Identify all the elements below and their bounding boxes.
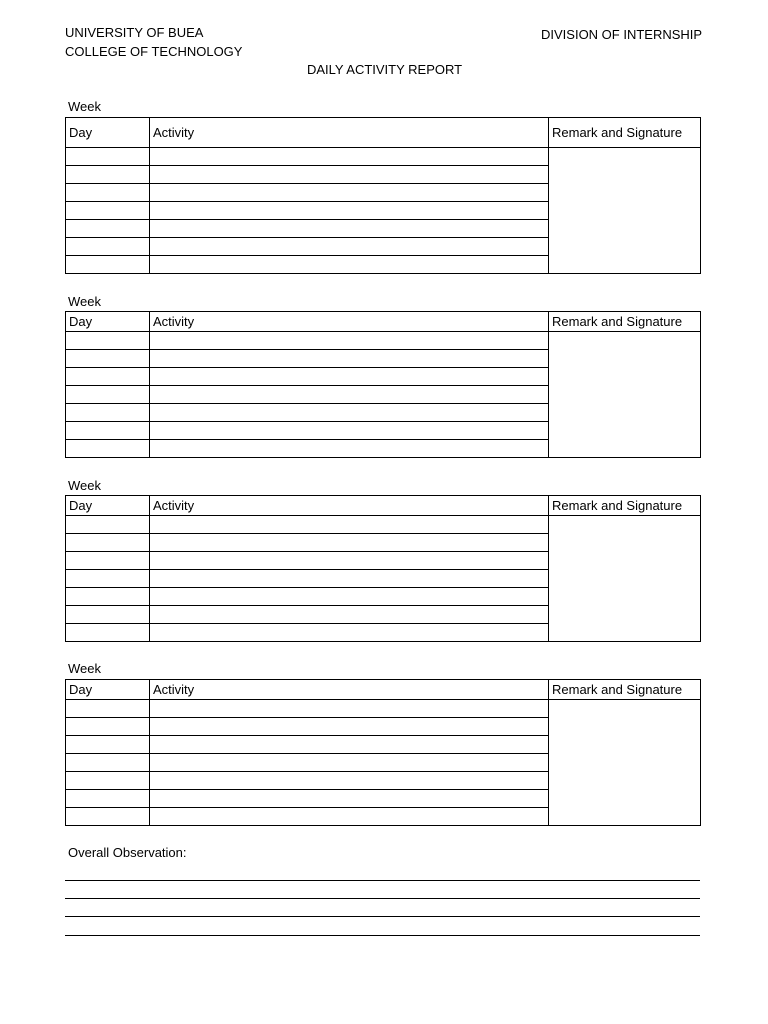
remark-column-header: Remark and Signature [549, 496, 701, 516]
day-cell[interactable] [66, 718, 150, 736]
activity-cell[interactable] [150, 332, 549, 350]
day-cell[interactable] [66, 772, 150, 790]
day-column-header: Day [66, 312, 150, 332]
activity-cell[interactable] [150, 440, 549, 458]
activity-column-header: Activity [150, 680, 549, 700]
activity-column-header: Activity [150, 312, 549, 332]
activity-cell[interactable] [150, 588, 549, 606]
activity-cell[interactable] [150, 220, 549, 238]
activity-cell[interactable] [150, 256, 549, 274]
day-column-header: Day [66, 118, 150, 148]
activity-cell[interactable] [150, 350, 549, 368]
day-cell[interactable] [66, 220, 150, 238]
activity-cell[interactable] [150, 700, 549, 718]
day-column-header: Day [66, 680, 150, 700]
college-name: COLLEGE OF TECHNOLOGY [65, 44, 243, 59]
activity-cell[interactable] [150, 624, 549, 642]
day-cell[interactable] [66, 588, 150, 606]
activity-cell[interactable] [150, 772, 549, 790]
activity-cell[interactable] [150, 202, 549, 220]
day-cell[interactable] [66, 440, 150, 458]
day-cell[interactable] [66, 238, 150, 256]
day-cell[interactable] [66, 386, 150, 404]
table-header-row [66, 680, 701, 700]
day-cell[interactable] [66, 516, 150, 534]
activity-table [65, 679, 701, 826]
observation-line[interactable] [65, 880, 700, 881]
activity-cell[interactable] [150, 184, 549, 202]
activity-cell[interactable] [150, 386, 549, 404]
activity-cell[interactable] [150, 238, 549, 256]
day-cell[interactable] [66, 552, 150, 570]
remark-signature-cell[interactable] [549, 148, 701, 274]
day-cell[interactable] [66, 624, 150, 642]
table-row [66, 700, 701, 718]
day-cell[interactable] [66, 606, 150, 624]
activity-cell[interactable] [150, 148, 549, 166]
table-header-row [66, 496, 701, 516]
day-cell[interactable] [66, 422, 150, 440]
day-cell[interactable] [66, 404, 150, 422]
table-row [66, 516, 701, 534]
activity-cell[interactable] [150, 718, 549, 736]
activity-cell[interactable] [150, 404, 549, 422]
report-title: DAILY ACTIVITY REPORT [307, 62, 463, 77]
activity-cell[interactable] [150, 736, 549, 754]
day-cell[interactable] [66, 700, 150, 718]
activity-cell[interactable] [150, 570, 549, 588]
activity-cell[interactable] [150, 606, 549, 624]
week-label: Week [68, 661, 101, 676]
remark-column-header: Remark and Signature [549, 118, 701, 148]
remark-column-header: Remark and Signature [549, 312, 701, 332]
overall-observation-label: Overall Observation: [68, 845, 187, 860]
activity-cell[interactable] [150, 422, 549, 440]
activity-column-header: Activity [150, 118, 549, 148]
day-cell[interactable] [66, 534, 150, 552]
observation-line[interactable] [65, 898, 700, 899]
activity-cell[interactable] [150, 552, 549, 570]
day-cell[interactable] [66, 350, 150, 368]
activity-cell[interactable] [150, 808, 549, 826]
day-cell[interactable] [66, 184, 150, 202]
table-row [66, 148, 701, 166]
activity-cell[interactable] [150, 368, 549, 386]
day-cell[interactable] [66, 332, 150, 350]
remark-signature-cell[interactable] [549, 332, 701, 458]
table-header-row [66, 118, 701, 148]
activity-table [65, 117, 701, 274]
day-cell[interactable] [66, 368, 150, 386]
activity-cell[interactable] [150, 516, 549, 534]
activity-column-header: Activity [150, 496, 549, 516]
day-cell[interactable] [66, 790, 150, 808]
division-name: DIVISION OF INTERNSHIP [541, 27, 703, 42]
day-cell[interactable] [66, 754, 150, 772]
observation-line[interactable] [65, 935, 700, 936]
day-cell[interactable] [66, 166, 150, 184]
week-label: Week [68, 478, 101, 493]
week-label: Week [68, 294, 101, 309]
activity-cell[interactable] [150, 166, 549, 184]
day-cell[interactable] [66, 736, 150, 754]
week-label: Week [68, 99, 101, 114]
activity-cell[interactable] [150, 754, 549, 772]
day-cell[interactable] [66, 202, 150, 220]
day-cell[interactable] [66, 570, 150, 588]
day-cell[interactable] [66, 808, 150, 826]
activity-table [65, 311, 701, 458]
remark-signature-cell[interactable] [549, 516, 701, 642]
table-header-row [66, 312, 701, 332]
activity-cell[interactable] [150, 534, 549, 552]
activity-cell[interactable] [150, 790, 549, 808]
table-row [66, 332, 701, 350]
remark-signature-cell[interactable] [549, 700, 701, 826]
day-cell[interactable] [66, 256, 150, 274]
observation-line[interactable] [65, 916, 700, 917]
remark-column-header: Remark and Signature [549, 680, 701, 700]
day-column-header: Day [66, 496, 150, 516]
university-name: UNIVERSITY OF BUEA [65, 25, 204, 40]
day-cell[interactable] [66, 148, 150, 166]
activity-table [65, 495, 701, 642]
